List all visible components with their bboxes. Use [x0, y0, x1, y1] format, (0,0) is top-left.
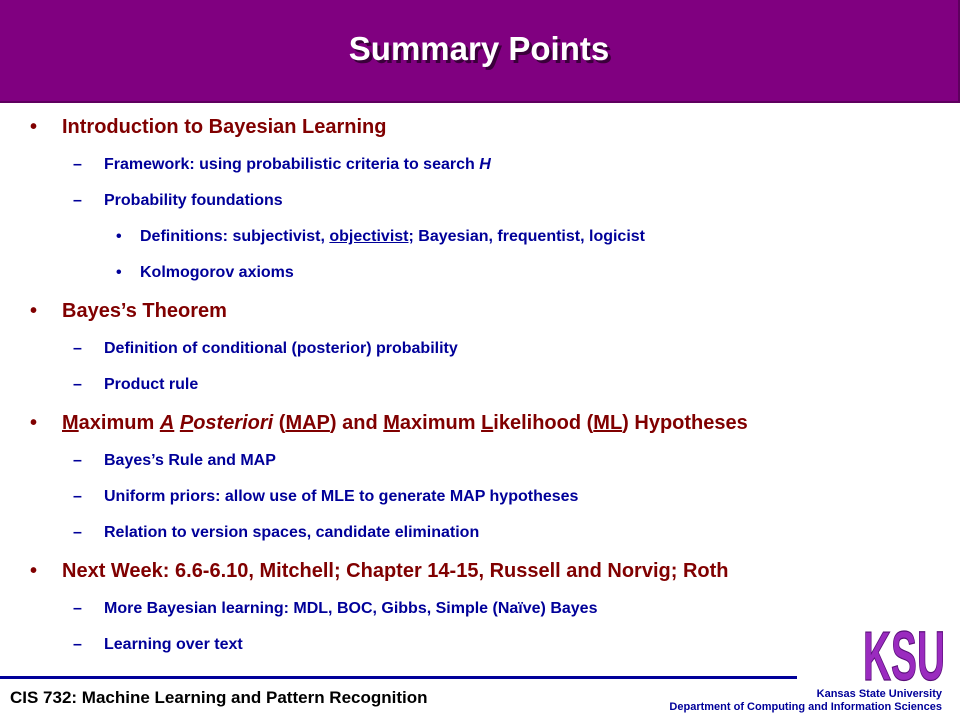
outline-item-level-2: Uniform priors: allow use of MLE to generate MAP hypotheses: [104, 488, 579, 505]
bullet-marker: –: [73, 192, 82, 209]
university-name: Kansas State University: [816, 688, 942, 700]
bullet-marker: –: [73, 452, 82, 469]
ksu-logo-text: KSU: [863, 622, 945, 686]
bullet-marker: •: [30, 412, 38, 434]
outline-item-level-2: Framework: using probabilistic criteria to search H: [104, 156, 491, 173]
outline-item-level-2: Learning over text: [104, 636, 243, 653]
ksu-logo: [862, 622, 946, 686]
outline-item-level-2: Product rule: [104, 376, 199, 393]
bullet-marker: –: [73, 600, 82, 617]
bullet-marker: –: [73, 524, 82, 541]
bullet-marker: –: [73, 156, 82, 173]
outline-item-level-1: Maximum A Posteriori (MAP) and Maximum Likelihood (ML) Hypotheses: [62, 412, 748, 434]
bullet-marker: •: [30, 300, 38, 322]
bullet-marker: •: [30, 116, 38, 138]
slide-title: Summary Points: [348, 30, 610, 67]
outline-item-level-3: Kolmogorov axioms: [140, 264, 294, 281]
outline-item-level-2: Probability foundations: [104, 192, 283, 209]
bullet-marker: –: [73, 636, 82, 653]
outline-item-level-2: More Bayesian learning: MDL, BOC, Gibbs, Simple (Naïve) Bayes: [104, 600, 598, 617]
footer-divider: [0, 676, 797, 679]
outline-item-level-1: Introduction to Bayesian Learning: [62, 116, 387, 138]
bullet-marker: •: [30, 560, 38, 582]
bullet-marker: –: [73, 488, 82, 505]
department-name: Department of Computing and Information Sciences: [669, 701, 942, 713]
outline-item-level-1: Next Week: 6.6-6.10, Mitchell; Chapter 14-15, Russell and Norvig; Roth: [62, 560, 729, 582]
outline-item-level-2: Bayes’s Rule and MAP: [104, 452, 276, 469]
bullet-marker: –: [73, 340, 82, 357]
bullet-marker: •: [116, 264, 122, 281]
course-title: CIS 732: Machine Learning and Pattern Recognition: [10, 688, 428, 707]
outline-item-level-3: Definitions: subjectivist, objectivist; Bayesian, frequentist, logicist: [140, 228, 645, 245]
outline-item-level-2: Relation to version spaces, candidate elimination: [104, 524, 480, 541]
outline-item-level-1: Bayes’s Theorem: [62, 300, 227, 322]
university-block: [669, 688, 942, 714]
outline-item-level-2: Definition of conditional (posterior) probability: [104, 340, 458, 357]
bullet-marker: •: [116, 228, 122, 245]
bullet-marker: –: [73, 376, 82, 393]
